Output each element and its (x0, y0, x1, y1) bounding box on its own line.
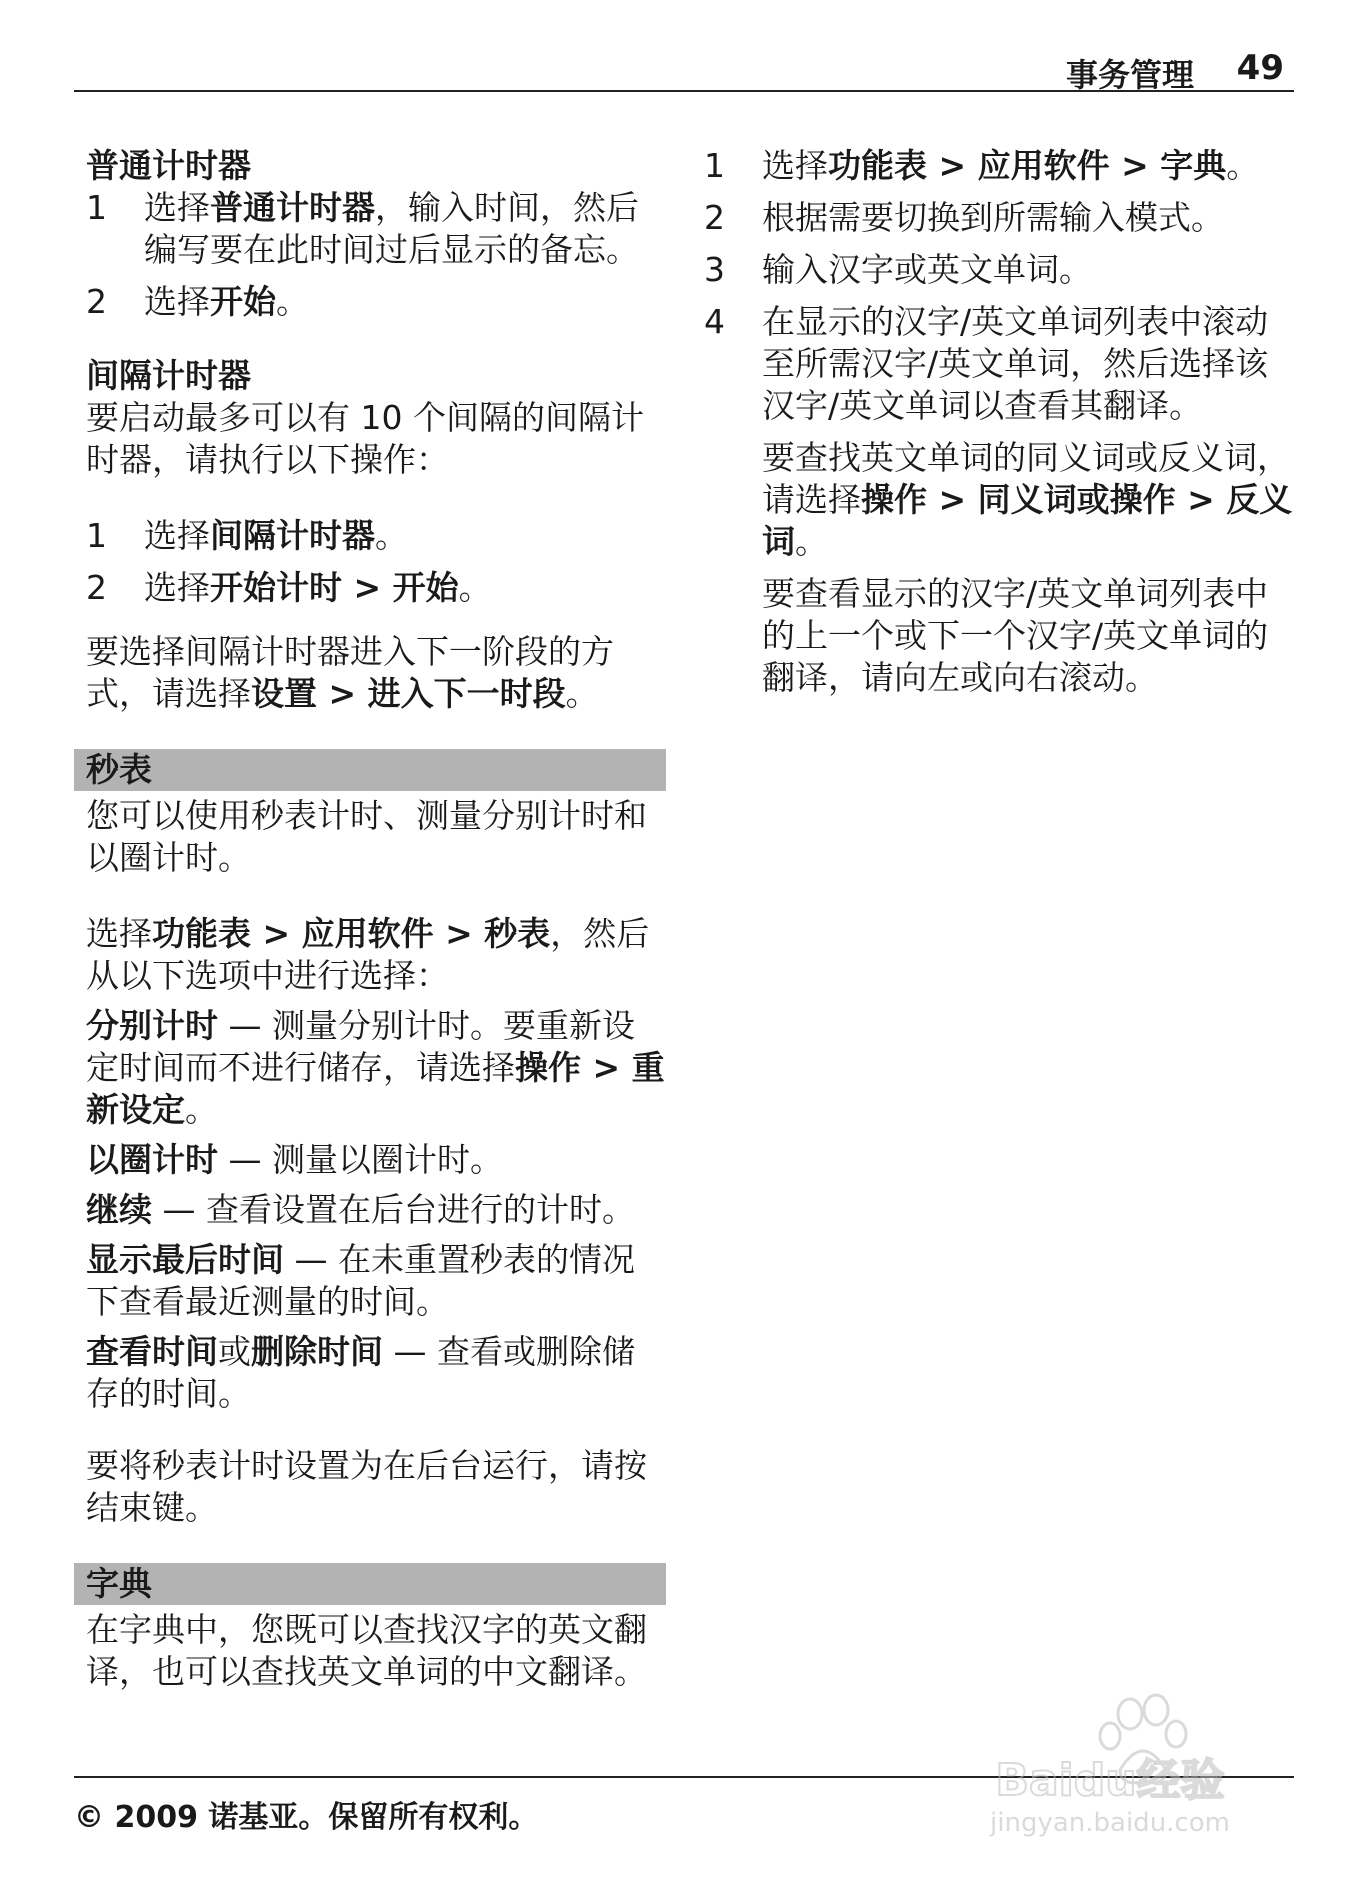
menu-term: 重新设定 (86, 1048, 665, 1129)
option-lap-time (86, 1139, 666, 1181)
interval-steps (86, 515, 666, 609)
menu-separator: > (1109, 146, 1161, 185)
paragraph-text: 。 (795, 522, 828, 561)
menu-term: 开始 (210, 282, 276, 321)
menu-separator: > (927, 480, 978, 519)
chapter-title: 事务管理 (1065, 56, 1194, 94)
list-item (704, 249, 1294, 291)
step-text: 输入汉字或英文单词。 (762, 250, 1092, 289)
stopwatch-select-paragraph (86, 913, 666, 997)
menu-term: 开始 (392, 568, 459, 607)
menu-separator: > (251, 914, 302, 953)
paragraph-text: 选择 (86, 914, 152, 953)
watermark-brand: Baidu经验 (995, 1755, 1225, 1806)
list-item (704, 145, 1294, 187)
step-number: 1 (86, 516, 107, 555)
option-continue (86, 1189, 666, 1231)
menu-term: 应用软件 (301, 914, 434, 953)
step-number: 4 (704, 302, 725, 341)
option-term: 继续 (86, 1190, 152, 1229)
step-text: 在显示的汉字/英文单词列表中滚动至所需汉字/英文单词，然后选择该汉字/英文单词以查看其翻译。 (762, 302, 1269, 425)
baidu-paw-logo-icon (960, 1690, 1260, 1810)
menu-term: 间隔计时器 (210, 516, 375, 555)
step-text: ，输入时间，然后编写要在此时间过后显示的备忘。 (144, 188, 639, 269)
step-number: 2 (86, 568, 107, 607)
paragraph-text: 要选择间隔计时器进入下一阶段的方式，请选择 (86, 632, 614, 713)
timer-steps (86, 187, 666, 323)
watermark-url: jingyan.baidu.com (990, 1808, 1230, 1838)
option-text: — 测量分别计时。要重新设定时间而不进行储存，请选择 (86, 1006, 635, 1087)
step-number: 3 (704, 250, 725, 289)
dictionary-section-title: 字典 (74, 1563, 666, 1605)
menu-separator: > (927, 146, 978, 185)
menu-term: 进入下一时段 (367, 674, 566, 713)
option-split-time (86, 1005, 666, 1131)
synonym-paragraph (704, 437, 1294, 563)
menu-term: 同义词或操作 (977, 480, 1176, 519)
page-number: 49 (1236, 48, 1284, 88)
option-view-delete (86, 1331, 666, 1415)
menu-term: 应用软件 (977, 146, 1110, 185)
stopwatch-outro: 要将秒表计时设置为在后台运行，请按结束键。 (86, 1446, 647, 1527)
list-item (86, 187, 666, 271)
paragraph-text: 要查找英文单词的同义词或反义词，请选择 (762, 438, 1290, 519)
option-text: 或 (218, 1332, 251, 1371)
list-item (86, 515, 666, 557)
step-text: 选择 (144, 282, 210, 321)
left-column (86, 145, 666, 1693)
option-text: — 在未重置秒表的情况下查看最近测量的时间。 (86, 1240, 635, 1321)
option-term: 显示最后时间 (86, 1240, 284, 1279)
scroll-paragraph: 要查看显示的汉字/英文单词列表中的上一个或下一个汉字/英文单词的翻译，请向左或向右滚动。 (762, 574, 1269, 697)
list-item (704, 301, 1294, 427)
stopwatch-section-title: 秒表 (74, 749, 666, 791)
interval-heading: 间隔计时器 (86, 356, 251, 395)
step-text: 根据需要切换到所需输入模式。 (762, 198, 1224, 237)
baidu-watermark (960, 1690, 1260, 1838)
menu-separator: > (342, 568, 393, 607)
option-term: 删除时间 (251, 1332, 383, 1371)
list-item (86, 281, 666, 323)
option-term: 以圈计时 (86, 1140, 218, 1179)
paragraph-text: 。 (565, 674, 599, 713)
step-number: 2 (86, 282, 107, 321)
menu-term: 操作 (515, 1048, 581, 1087)
option-term: 查看时间 (86, 1332, 218, 1371)
step-text: 。 (375, 516, 408, 555)
interval-intro: 要启动最多可以有 10 个间隔的间隔计时器，请执行以下操作： (86, 398, 644, 479)
option-term: 分别计时 (86, 1006, 218, 1045)
option-text: 。 (185, 1090, 218, 1129)
menu-term: 功能表 (152, 914, 251, 953)
menu-separator: > (1175, 480, 1227, 519)
step-text: 。 (1226, 146, 1260, 185)
step-number: 1 (704, 146, 725, 185)
menu-separator: > (317, 674, 368, 713)
step-text: 选择 (144, 188, 210, 227)
dictionary-intro: 在字典中，您既可以查找汉字的英文翻译，也可以查找英文单词的中文翻译。 (86, 1610, 647, 1691)
menu-separator: > (433, 914, 485, 953)
step-text: 选择 (762, 146, 828, 185)
menu-separator: > (581, 1048, 632, 1087)
list-item (704, 197, 1294, 239)
menu-term: 字典 (1160, 146, 1227, 185)
menu-term: 功能表 (828, 146, 927, 185)
interval-next-paragraph (86, 631, 666, 715)
menu-term: 开始计时 (210, 568, 342, 607)
option-show-last (86, 1239, 666, 1323)
step-number: 2 (704, 198, 725, 237)
step-number: 1 (86, 188, 107, 227)
menu-term: 秒表 (484, 914, 551, 953)
page-header (74, 46, 1294, 92)
stopwatch-intro: 您可以使用秒表计时、测量分别计时和以圈计时。 (86, 796, 647, 877)
paragraph-text: ，然后从以下选项中进行选择： (86, 914, 650, 995)
option-text: — 查看或删除储存的时间。 (86, 1332, 635, 1413)
dictionary-steps (704, 145, 1294, 427)
step-text: 选择 (144, 516, 210, 555)
step-text: 。 (458, 568, 492, 607)
menu-term: 普通计时器 (210, 188, 375, 227)
timer-heading: 普通计时器 (86, 146, 251, 185)
step-text: 。 (276, 282, 309, 321)
option-text: — 测量以圈计时。 (218, 1140, 503, 1179)
right-column (704, 145, 1294, 709)
step-text: 选择 (144, 568, 210, 607)
list-item (86, 567, 666, 609)
option-text: — 查看设置在后台进行的计时。 (152, 1190, 635, 1229)
copyright-notice: © 2009 诺基亚。保留所有权利。 (74, 1800, 539, 1835)
menu-term: 反义词 (762, 480, 1293, 561)
menu-term: 设置 (251, 674, 317, 713)
menu-term: 操作 (861, 480, 927, 519)
